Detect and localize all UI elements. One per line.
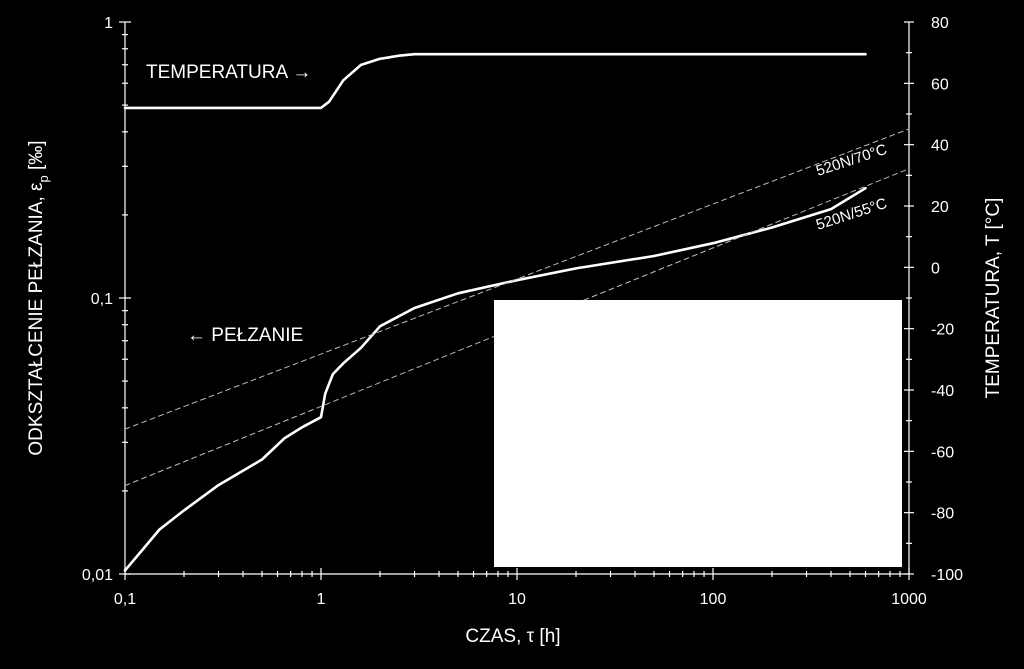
y-left-axis-label: ODKSZTAŁCENIE PEŁZANIA, $\varepsilon_p$ [‰] (26, 140, 51, 456)
y-right-tick-label: 80 (931, 15, 949, 32)
x-tick-label: 10 (508, 591, 526, 608)
y-right-axis-label: TEMPERATURA, T [°C] (983, 197, 1004, 399)
ref-line-55-label: 520N/55°C (813, 194, 890, 234)
x-tick-label: 0,1 (113, 591, 137, 608)
y-right-tick-label: -100 (931, 567, 964, 584)
y-right-tick-label: -80 (931, 505, 955, 523)
temperature-annotation: TEMPERATURA → (146, 62, 312, 83)
x-tick-label: 100 (699, 591, 727, 608)
y-right-tick-label: -20 (931, 321, 955, 339)
white-overlay-box (494, 300, 902, 567)
y-right-tick-label: 20 (931, 199, 949, 216)
y-right-tick-label: 60 (931, 76, 949, 94)
y-right-tick-label: 40 (931, 137, 949, 155)
ref-line-70-label: 520N/70°C (813, 140, 890, 180)
y-left-tick-label: 1 (104, 15, 113, 32)
x-tick-label: 1 (316, 591, 326, 608)
y-right-tick-label: -60 (931, 444, 955, 462)
x-tick-label: 1000 (891, 591, 927, 608)
creep-annotation: ← PEŁZANIE (187, 325, 304, 346)
y-left-tick-label: 0,1 (90, 291, 113, 308)
y-right-tick-label: -40 (931, 383, 955, 400)
x-axis-label: CZAS, τ [h] (465, 626, 561, 647)
y-left-tick-label: 0,01 (81, 567, 113, 584)
y-right-tick-label: 0 (931, 260, 940, 278)
